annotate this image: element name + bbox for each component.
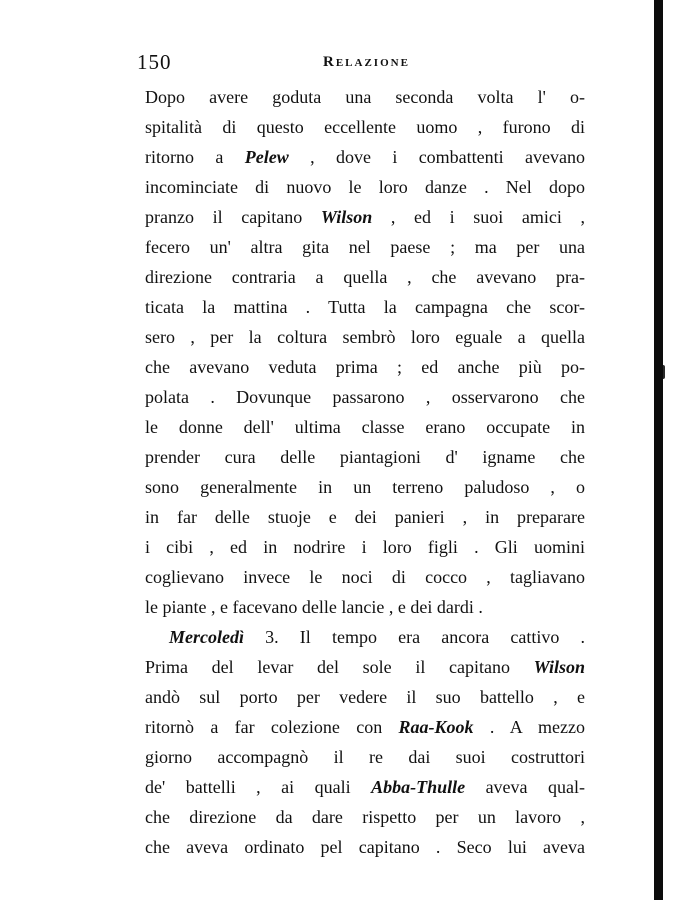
text-segment: fecero un' altra gita nel paese ; ma per una <box>145 237 585 257</box>
text-line <box>145 82 585 112</box>
text-line <box>145 652 585 682</box>
text-line <box>145 682 585 712</box>
text-segment: , dove i combattenti avevano <box>288 147 586 167</box>
text-segment: prender cura delle piantagioni d' igname che <box>145 447 585 467</box>
text-line <box>145 382 585 412</box>
text-line <box>145 712 585 742</box>
text-line <box>145 442 585 472</box>
text-segment: ritornò a far colezione con <box>145 717 399 737</box>
text-line <box>145 592 585 622</box>
text-segment: coglievano invece le noci di cocco , tagliavano <box>145 567 585 587</box>
text-line <box>145 202 585 232</box>
text-segment: spitalità di questo eccellente uomo , furono di <box>145 117 585 137</box>
text-line <box>145 532 585 562</box>
text-line <box>145 292 585 322</box>
text-segment: Prima del levar del sole il capitano <box>145 657 534 677</box>
text-line <box>145 112 585 142</box>
italic-name: Mercoledì <box>169 627 244 647</box>
text-segment: le donne dell' ultima classe erano occupate in <box>145 417 585 437</box>
text-line <box>145 832 585 862</box>
text-segment: , ed i suoi amici , <box>372 207 585 227</box>
running-head: Relazione <box>323 54 410 70</box>
text-segment: i cibi , ed in nodrire i loro figli . Gli uomini <box>145 537 585 557</box>
text-segment: che aveva ordinato pel capitano . Seco lui aveva <box>145 837 585 857</box>
page-edge-shadow <box>654 0 663 900</box>
text-line <box>145 142 585 172</box>
text-line <box>145 622 585 652</box>
text-line <box>145 562 585 592</box>
text-segment: che avevano veduta prima ; ed anche più po- <box>145 357 585 377</box>
text-segment: le piante , e facevano delle lancie , e dei dardi . <box>145 597 483 617</box>
text-segment: Dopo avere goduta una seconda volta l' o- <box>145 87 585 107</box>
text-segment: che direzione da dare rispetto per un lavoro , <box>145 807 585 827</box>
page-header <box>137 48 607 78</box>
text-line <box>145 742 585 772</box>
text-line <box>145 772 585 802</box>
page-number: 150 <box>137 50 172 74</box>
text-segment: incominciate di nuovo le loro danze . Nel dopo <box>145 177 585 197</box>
italic-name: Pelew <box>244 147 289 167</box>
text-line <box>145 172 585 202</box>
text-line <box>145 262 585 292</box>
text-segment: pranzo il capitano <box>145 207 321 227</box>
text-segment: sono generalmente in un terreno paludoso , o <box>145 477 585 497</box>
text-segment: de' battelli , ai quali <box>145 777 372 797</box>
text-line <box>145 352 585 382</box>
italic-name: Wilson <box>533 657 585 677</box>
text-segment: direzione contraria a quella , che avevano pra- <box>145 267 585 287</box>
text-line <box>145 802 585 832</box>
text-line <box>145 502 585 532</box>
text-segment: polata . Dovunque passarono , osservarono che <box>145 387 585 407</box>
body-text <box>145 82 585 862</box>
text-line <box>145 412 585 442</box>
text-segment: aveva qual- <box>465 777 585 797</box>
italic-name: Raa-Kook <box>398 717 474 737</box>
text-segment: andò sul porto per vedere il suo battello , e <box>145 687 585 707</box>
text-line <box>145 232 585 262</box>
text-segment: sero , per la coltura sembrò loro eguale a quella <box>145 327 585 347</box>
text-segment: ticata la mattina . Tutta la campagna che scor- <box>145 297 585 317</box>
text-line <box>145 472 585 502</box>
text-segment: . A mezzo <box>473 717 586 737</box>
italic-name: Wilson <box>320 207 373 227</box>
text-segment: in far delle stuoje e dei panieri , in preparare <box>145 507 585 527</box>
text-segment: 3. Il tempo era ancora cattivo . <box>243 627 585 647</box>
italic-name: Abba-Thulle <box>371 777 466 797</box>
text-segment: giorno accompagnò il re dai suoi costruttori <box>145 747 585 767</box>
text-segment: ritorno a <box>145 147 245 167</box>
text-line <box>145 322 585 352</box>
